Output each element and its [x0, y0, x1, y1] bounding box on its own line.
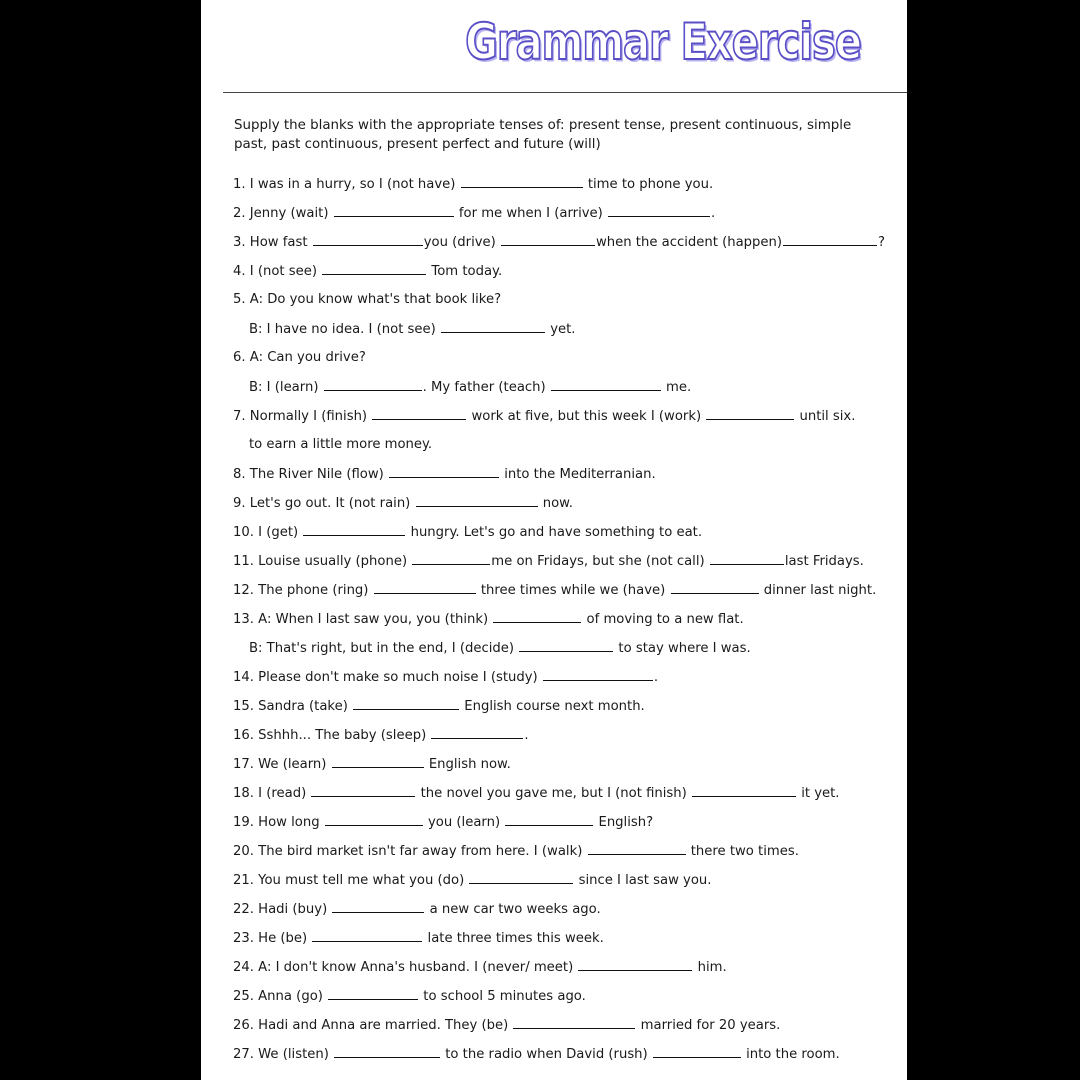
exercise-line: [233, 261, 502, 281]
answer-blank[interactable]: [353, 696, 459, 710]
exercise-line: [233, 899, 601, 919]
exercise-text: English?: [594, 815, 654, 830]
exercise-line: [233, 203, 715, 223]
exercise-text: 20. The bird market isn't far away from here. I (walk): [233, 844, 587, 859]
exercise-text: 24. A: I don't know Anna's husband. I (never/ meet): [233, 960, 578, 975]
answer-blank[interactable]: [783, 232, 877, 246]
instructions-text: Supply the blanks with the appropriate tenses of: present tense, present continuous, simple past, past continuous, present perfect and future (will): [234, 118, 852, 152]
exercise-text: B: I (learn): [249, 380, 323, 395]
answer-blank[interactable]: [431, 725, 523, 739]
answer-blank[interactable]: [374, 580, 476, 594]
exercise-text: last Fridays.: [784, 554, 864, 569]
exercise-line: [233, 783, 840, 803]
exercise-line: [233, 870, 711, 890]
exercise-text: 19. How long: [233, 815, 324, 830]
exercise-text: to the radio when David (rush): [441, 1047, 652, 1062]
exercise-text: 4. I (not see): [233, 264, 322, 279]
exercise-text: B: That's right, but in the end, I (decide): [249, 641, 519, 656]
answer-blank[interactable]: [671, 580, 759, 594]
exercise-line: [233, 696, 645, 716]
exercise-line: [233, 986, 586, 1006]
exercise-text: 17. We (learn): [233, 757, 331, 772]
answer-blank[interactable]: [325, 812, 423, 826]
exercise-text: 1. I was in a hurry, so I (not have): [233, 177, 460, 192]
exercise-line: [233, 522, 702, 542]
exercise-line: [233, 957, 727, 977]
exercise-line: [233, 609, 744, 629]
exercise-text: 26. Hadi and Anna are married. They (be): [233, 1018, 513, 1033]
exercise-line: [233, 1015, 780, 1035]
exercise-text: to earn a little more money.: [249, 437, 433, 452]
exercise-text: 13. A: When I last saw you, you (think): [233, 612, 493, 627]
answer-blank[interactable]: [389, 464, 499, 478]
exercise-text: now.: [538, 496, 573, 511]
answer-blank[interactable]: [372, 406, 466, 420]
exercise-text: for me when I (arrive): [454, 206, 608, 221]
exercise-text: hungry. Let's go and have something to eat.: [406, 525, 703, 540]
answer-blank[interactable]: [322, 261, 426, 275]
exercise-text: into the room.: [741, 1047, 840, 1062]
answer-blank[interactable]: [513, 1015, 635, 1029]
answer-blank[interactable]: [588, 841, 686, 855]
exercise-line: [233, 754, 511, 774]
exercise-text: 25. Anna (go): [233, 989, 328, 1004]
exercise-text: a new car two weeks ago.: [425, 902, 601, 917]
exercise-text: it yet.: [797, 786, 840, 801]
exercise-line: [249, 638, 751, 658]
exercise-text: 12. The phone (ring): [233, 583, 373, 598]
exercise-text: 22. Hadi (buy): [233, 902, 332, 917]
answer-blank[interactable]: [469, 870, 573, 884]
exercise-text: married for 20 years.: [636, 1018, 781, 1033]
exercise-text: .: [711, 206, 716, 221]
exercise-text: yet.: [546, 322, 576, 337]
exercise-line: [233, 580, 876, 600]
exercise-text: three times while we (have): [476, 583, 670, 598]
exercise-text: to stay where I was.: [614, 641, 751, 656]
exercise-text: since I last saw you.: [574, 873, 712, 888]
exercise-text: Tom today.: [427, 264, 503, 279]
exercise-text: until six.: [795, 409, 856, 424]
answer-blank[interactable]: [441, 319, 545, 333]
exercise-text: 14. Please don't make so much noise I (study): [233, 670, 542, 685]
exercise-line: [249, 435, 432, 455]
answer-blank[interactable]: [311, 783, 415, 797]
exercise-text: 8. The River Nile (flow): [233, 467, 388, 482]
exercise-text: ?: [878, 235, 886, 250]
answer-blank[interactable]: [543, 667, 653, 681]
exercise-text: 15. Sandra (take): [233, 699, 353, 714]
exercise-line: [233, 725, 529, 745]
exercise-text: late three times this week.: [423, 931, 604, 946]
exercise-text: you (learn): [423, 815, 505, 830]
exercise-text: 27. We (listen): [233, 1047, 334, 1062]
exercise-text: .: [653, 670, 659, 685]
exercise-line: [233, 812, 653, 832]
answer-blank[interactable]: [493, 609, 581, 623]
exercise-text: there two times.: [686, 844, 799, 859]
answer-blank[interactable]: [461, 174, 583, 188]
exercise-text: 18. I (read): [233, 786, 311, 801]
answer-blank[interactable]: [328, 986, 418, 1000]
exercise-text: 16. Sshhh... The baby (sleep): [233, 728, 431, 743]
exercise-text: the novel you gave me, but I (not finish): [416, 786, 691, 801]
exercise-text: English now.: [424, 757, 511, 772]
exercise-text: of moving to a new flat.: [582, 612, 744, 627]
exercise-line: [233, 174, 713, 194]
answer-blank[interactable]: [608, 203, 710, 217]
exercise-text: 10. I (get): [233, 525, 303, 540]
exercise-line: [233, 1044, 840, 1064]
title-divider: [223, 92, 907, 93]
exercise-line: [233, 464, 656, 484]
exercise-line: [233, 667, 658, 687]
answer-blank[interactable]: [692, 783, 796, 797]
answer-blank[interactable]: [412, 551, 490, 565]
exercise-line: [233, 551, 864, 571]
exercise-line: [249, 319, 575, 339]
exercise-text: 23. He (be): [233, 931, 312, 946]
exercise-text: 5. A: Do you know what's that book like?: [233, 292, 502, 307]
exercise-text: time to phone you.: [583, 177, 714, 192]
exercise-text: 2. Jenny (wait): [233, 206, 333, 221]
worksheet-page: [201, 0, 907, 1080]
exercise-text: me.: [661, 380, 692, 395]
answer-blank[interactable]: [416, 493, 538, 507]
answer-blank[interactable]: [505, 812, 593, 826]
page-title: Grammar Exercise: [465, 14, 861, 72]
exercise-line: [233, 232, 885, 252]
exercise-line: [233, 406, 855, 426]
exercise-text: 6. A: Can you drive?: [233, 350, 366, 365]
answer-blank[interactable]: [706, 406, 794, 420]
exercise-line: [249, 377, 691, 397]
answer-blank[interactable]: [312, 928, 422, 942]
answer-blank[interactable]: [710, 551, 784, 565]
exercise-text: 11. Louise usually (phone): [233, 554, 412, 569]
answer-blank[interactable]: [519, 638, 613, 652]
exercise-text: you (drive): [423, 235, 500, 250]
exercise-text: dinner last night.: [759, 583, 877, 598]
answer-blank[interactable]: [332, 899, 424, 913]
exercise-text: English course next month.: [460, 699, 645, 714]
answer-blank[interactable]: [334, 203, 454, 217]
answer-blank[interactable]: [653, 1044, 741, 1058]
answer-blank[interactable]: [551, 377, 661, 391]
answer-blank[interactable]: [313, 232, 423, 246]
exercise-text: work at five, but this week I (work): [467, 409, 706, 424]
exercise-line: [233, 928, 604, 948]
answer-blank[interactable]: [303, 522, 405, 536]
exercise-line: [233, 348, 366, 368]
answer-blank[interactable]: [334, 1044, 440, 1058]
exercise-text: 7. Normally I (finish): [233, 409, 372, 424]
answer-blank[interactable]: [332, 754, 424, 768]
exercise-text: to school 5 minutes ago.: [419, 989, 586, 1004]
exercise-line: [233, 493, 573, 513]
exercise-text: me on Fridays, but she (not call): [491, 554, 709, 569]
answer-blank[interactable]: [324, 377, 422, 391]
exercise-text: 3. How fast: [233, 235, 312, 250]
answer-blank[interactable]: [578, 957, 692, 971]
exercise-text: .: [524, 728, 529, 743]
answer-blank[interactable]: [501, 232, 595, 246]
exercise-text: him.: [693, 960, 727, 975]
exercise-line: [233, 841, 799, 861]
exercise-text: when the accident (happen): [595, 235, 783, 250]
exercise-text: 21. You must tell me what you (do): [233, 873, 469, 888]
exercise-text: B: I have no idea. I (not see): [249, 322, 440, 337]
exercise-text: . My father (teach): [422, 380, 550, 395]
exercise-text: into the Mediterranian.: [500, 467, 656, 482]
exercise-text: 9. Let's go out. It (not rain): [233, 496, 415, 511]
exercise-line: [233, 290, 501, 310]
